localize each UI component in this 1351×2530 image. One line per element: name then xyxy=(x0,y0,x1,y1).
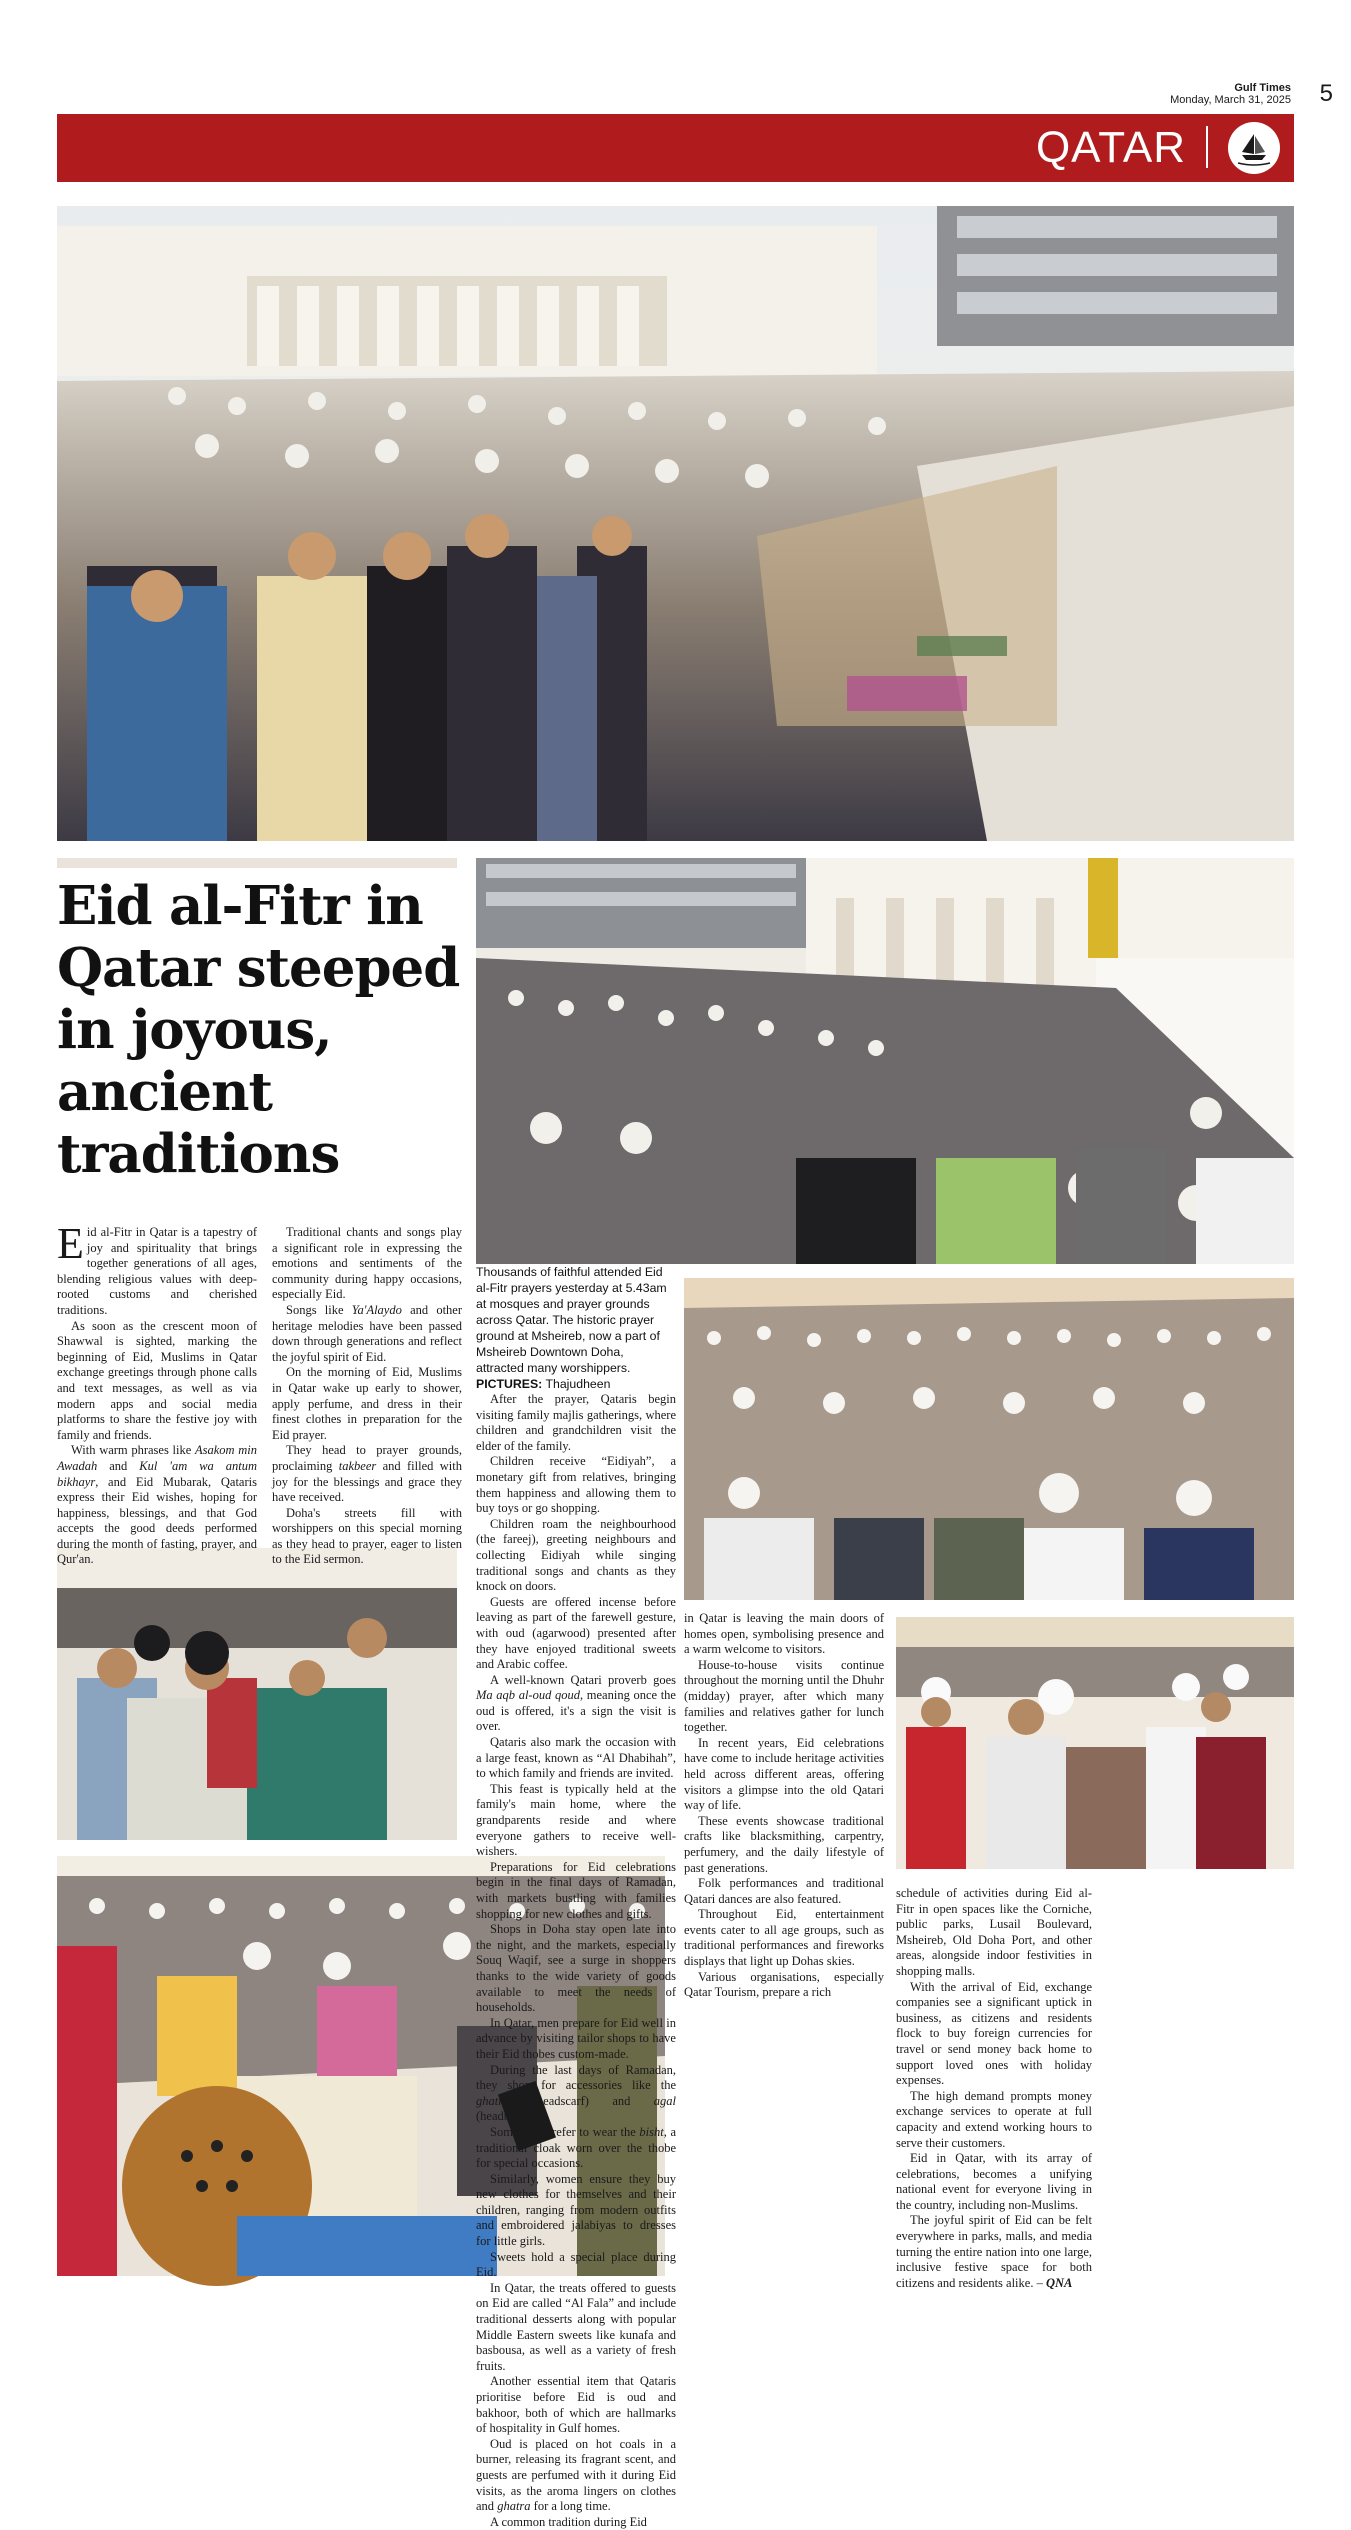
col4-paragraph-4: These events showcase traditional crafts like blacksmithing, carpentry, perfumery, and the daily lifestyle of past generations. xyxy=(684,1813,884,1875)
col3-paragraph-11 xyxy=(476,2063,676,2125)
col3-p11-b: (headscarf) and xyxy=(509,2093,654,2108)
drop-cap: E xyxy=(57,1219,84,1268)
col3-paragraph-14: Sweets hold a special place during Eid. xyxy=(476,2249,676,2280)
paper-name: Gulf Times xyxy=(1234,82,1291,94)
col3-paragraph-15: In Qatar, the treats offered to guests on Eid are called “Al Fala” and include traditional desserts along with popular Middle Eastern sweets like kunafa and basbousa, as well as a variety of fresh fruits. xyxy=(476,2280,676,2373)
col2-paragraph-1: Traditional chants and songs play a significant role in expressing the emotions and sentiments of the community during happy occasions, especially Eid. xyxy=(272,1225,462,1302)
headline-rule xyxy=(57,858,457,868)
col3-paragraph-17 xyxy=(476,2437,676,2515)
masthead-info xyxy=(1170,83,1291,106)
section-title: QATAR xyxy=(1035,123,1186,172)
photo-eid-greetings-hug xyxy=(57,1548,457,1840)
col4-paragraph-1: in Qatar is leaving the main doors of homes open, symbolising presence and a warm welcome to visitors. xyxy=(684,1611,884,1657)
col2-paragraph-2 xyxy=(272,1303,462,1365)
col1-p3-a: With warm phrases like xyxy=(71,1443,195,1458)
col2-paragraph-5: Doha's streets fill with worshippers on this special morning as they head to prayer, eager to listen to the Eid sermon. xyxy=(272,1505,462,1567)
col2-paragraph-3: On the morning of Eid, Muslims in Qatar wake up early to shower, apply perfume, and dress in their finest clothes in preparation for the Eid prayer. xyxy=(272,1365,462,1442)
col5-paragraph-1: schedule of activities during Eid al-Fitr in open spaces like the Corniche, public parks, Lusail Boulevard, Msheireb, Old Doha Port, and other areas, alongside indoor festivities in shopping malls. xyxy=(896,1886,1092,1978)
page-number: 5 xyxy=(1319,80,1333,107)
section-banner xyxy=(57,114,1294,182)
col5-paragraph-2: With the arrival of Eid, exchange companies see a significant uptick in business, as citizens and residents flock to buy foreign currencies for travel or send money back home to support loved ones with holiday expenses. xyxy=(896,1979,1092,2088)
col3-p5-i: Ma aqb al-oud qoud xyxy=(476,1688,580,1703)
col3-paragraph-12 xyxy=(476,2125,676,2172)
col1-p3-i1: Asakom min Awadah xyxy=(57,1443,258,1473)
photo-seated-worshippers xyxy=(684,1278,1294,1600)
col3-paragraph-3: Children roam the neighbourhood (the fareej), greeting neighbours and collecting Eidiyah while singing traditional songs and chants as they knock on doors. xyxy=(476,1516,676,1594)
col5-p5-a: The joyful spirit of Eid can be felt everywhere in parks, malls, and media turning the entire nation into one large, inclusive festive space for both citizens and residents alike. – xyxy=(896,2213,1092,2290)
col3-p11-i1: ghatra xyxy=(476,2093,510,2108)
caption-credit-name: Thajudheen xyxy=(545,1377,611,1391)
col3-paragraph-13: Similarly, women ensure they buy new clothes for themselves and their children, ranging from modern outfits and embroidered jalabiyas to dresses for little girls. xyxy=(476,2171,676,2249)
col3-paragraph-8: Preparations for Eid celebrations begin in the final days of Ramadan, with markets bustling with families shopping for new clothes and gifts. xyxy=(476,1859,676,1921)
col1-p3-i2: Kul 'am wa antum bikhayr xyxy=(57,1458,257,1489)
col3-paragraph-16: Another essential item that Qataris prioritise before Eid is oud and bakhoor, both of which are hallmarks of hospitality in Gulf homes. xyxy=(476,2374,676,2436)
col3-p5-b: , meaning once the oud is offered, it's a sign the visit is over. xyxy=(476,1688,676,1734)
col3-p11-a: During the last days of Ramadan, they shop for accessories like the xyxy=(476,2062,676,2093)
col2-p2-a: Songs like xyxy=(286,1302,352,1317)
photo-caption xyxy=(476,1264,674,1392)
col1-p1-text: id al-Fitr in Qatar is a tapestry of joy and spirituality that brings together generations of all ages, blending religious values with deep-rooted customs and cherished traditions. xyxy=(57,1225,257,1317)
col3-paragraph-9: Shops in Doha stay open late into the night, and the markets, especially Souq Waqif, see a surge in shoppers thanks to the wide variety of goods available to meet the needs of households. xyxy=(476,1922,676,2015)
col4-paragraph-5: Folk performances and traditional Qatari dances are also featured. xyxy=(684,1876,884,1906)
article-column-5 xyxy=(896,1886,1092,2291)
col3-p12-a: Some also prefer to wear the xyxy=(490,2124,640,2139)
col3-paragraph-1: After the prayer, Qataris begin visiting family majlis gatherings, where children and grandchildren visit the elder of the family. xyxy=(476,1392,676,1453)
col2-paragraph-4 xyxy=(272,1443,462,1505)
col3-paragraph-2: Children receive “Eidiyah”, a monetary gift from relatives, bringing them happiness and allowing them to buy toys or go shopping. xyxy=(476,1454,676,1516)
col4-paragraph-6: Throughout Eid, entertainment events cater to all age groups, such as traditional performances and fireworks displays that light up Dohas skies. xyxy=(684,1907,884,1969)
col3-paragraph-6: Qataris also mark the occasion with a large feast, known as “Al Dhabihah”, to which family and friends are invited. xyxy=(476,1735,676,1781)
col4-paragraph-2: House-to-house visits continue throughout the morning until the Dhuhr (midday) prayer, after which many families and relatives gather for lunch together. xyxy=(684,1657,884,1735)
caption-credit-label: PICTURES: xyxy=(476,1377,543,1391)
article-column-3 xyxy=(476,1392,676,2530)
col3-p11-c: (headband). xyxy=(476,2109,536,2124)
col3-p17-a: Oud is placed on hot coals in a burner, releasing its fragrant scent, and guests are perfumed with it during Eid visits, as the aroma lingers on clothes and xyxy=(476,2436,676,2514)
col2-p2-i: Ya'Alaydo xyxy=(351,1302,402,1317)
news-source: QNA xyxy=(1045,2275,1073,2290)
col1-p3-b: and xyxy=(97,1458,140,1473)
photo-msheireb-prayer-ground xyxy=(476,858,1294,1264)
col5-paragraph-4: Eid in Qatar, with its array of celebrations, becomes a unifying national event for everyone living in the country, including non-Muslims. xyxy=(896,2151,1092,2212)
col3-p11-i2: agal xyxy=(653,2093,676,2108)
section-divider xyxy=(1206,126,1208,168)
col3-p17-i: ghatra xyxy=(497,2499,531,2514)
col4-paragraph-3: In recent years, Eid celebrations have come to include heritage activities held across different areas, offering visitors a glimpse into the old Qatari way of life. xyxy=(684,1735,884,1813)
col3-p12-i: bisht xyxy=(639,2124,664,2139)
col3-paragraph-10: In Qatar, men prepare for Eid well in advance by visiting tailor shops to have their Eid thobes custom-made. xyxy=(476,2015,676,2061)
col2-p4-i: takbeer xyxy=(338,1458,377,1473)
col2-p4-b: and filled with joy for the blessings and grace they have received. xyxy=(272,1458,462,1505)
col1-paragraph-1 xyxy=(57,1219,257,1319)
issue-date: Monday, March 31, 2025 xyxy=(1170,93,1291,106)
col2-p2-b: and other heritage melodies have been passed down through generations and reflect the joyful spirit of Eid. xyxy=(272,1302,462,1364)
photo-men-embracing xyxy=(896,1617,1294,1869)
col1-paragraph-3 xyxy=(57,1443,257,1568)
col2-p4-a: They head to prayer grounds, proclaiming xyxy=(272,1443,462,1473)
col3-p12-b: , a traditional cloak worn over the thobe for special occasions. xyxy=(476,2124,676,2171)
col3-paragraph-5 xyxy=(476,1673,676,1735)
article-column-2 xyxy=(272,1225,462,1568)
col3-paragraph-4: Guests are offered incense before leaving as part of the farewell gesture, with oud (agarwood) presented after they have enjoyed traditional sweets and Arabic coffee. xyxy=(476,1594,676,1672)
col3-p17-b: for a long time. xyxy=(530,2499,611,2514)
col4-paragraph-7: Various organisations, especially Qatar Tourism, prepare a rich xyxy=(684,1969,884,2000)
dhow-logo-icon xyxy=(1228,122,1280,174)
col1-paragraph-2: As soon as the crescent moon of Shawwal is sighted, marking the beginning of Eid, Muslims in Qatar exchange greetings through phone calls and text messages, as well as via modern apps and social media platforms to share the festive joy with family and friends. xyxy=(57,1318,257,1442)
col5-paragraph-3: The high demand prompts money exchange services to operate at full capacity and extend working hours to serve their customers. xyxy=(896,2088,1092,2150)
article-column-1 xyxy=(57,1219,258,1568)
hero-photo-eid-prayer-crowd xyxy=(57,206,1294,841)
article-headline: Eid al-Fitr in Qatar steeped in joyous, ancient traditions xyxy=(57,875,460,1185)
col3-paragraph-18: A common tradition during Eid xyxy=(490,2514,647,2529)
col3-paragraph-7: This feast is typically held at the family's main home, where the grandparents reside and where everyone gathers to receive well-wishers. xyxy=(476,1781,676,1859)
article-column-4 xyxy=(684,1611,884,2001)
col1-p3-c: , and Eid Mubarak, Qataris express their Eid wishes, hoping for happiness, blessings, and that God accepts the good deeds performed during the month of fasting, prayer, and Qur'an. xyxy=(57,1474,257,1567)
col5-paragraph-5 xyxy=(896,2213,1092,2291)
caption-text: Thousands of faithful attended Eid al-Fitr prayers yesterday at 5.43am at mosques and prayer grounds across Qatar. The historic prayer ground at Msheireb, now a part of Msheireb Downtown Doha, attracted many worshippers. xyxy=(476,1265,667,1375)
col3-p5-a: A well-known Qatari proverb goes xyxy=(490,1672,676,1687)
